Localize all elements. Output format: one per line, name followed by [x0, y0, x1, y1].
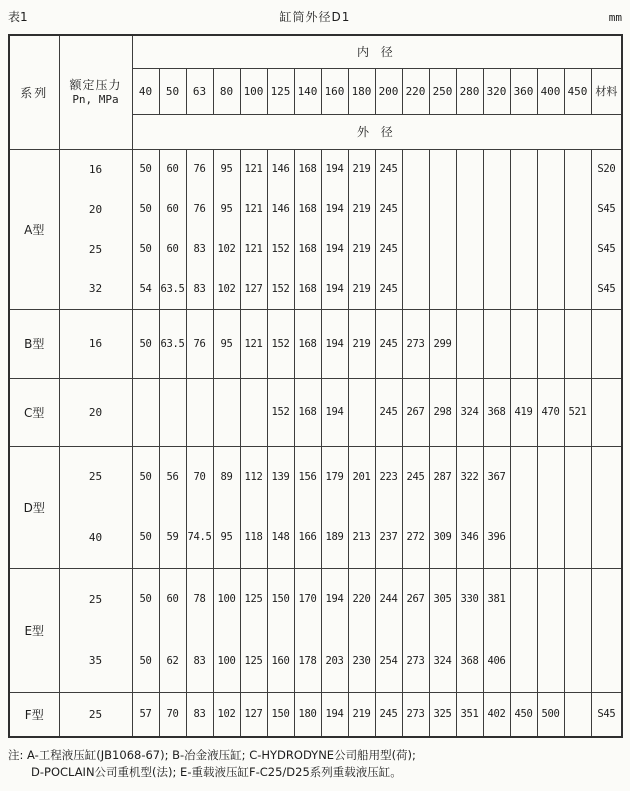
material-cell: S45: [591, 189, 622, 229]
value-cell: 273: [402, 692, 429, 737]
value-cell: [564, 568, 591, 630]
value-cell: 203: [321, 630, 348, 692]
value-cell: 125: [240, 568, 267, 630]
value-cell: 168: [294, 378, 321, 446]
value-cell: [483, 229, 510, 269]
value-cell: 60: [159, 568, 186, 630]
value-cell: 121: [240, 149, 267, 189]
value-cell: 76: [186, 309, 213, 378]
value-cell: 299: [429, 309, 456, 378]
value-cell: 50: [132, 229, 159, 269]
col-header-320: 320: [483, 68, 510, 114]
inner-diameter-header: 内 径: [132, 35, 622, 68]
value-cell: 62: [159, 630, 186, 692]
value-cell: 83: [186, 630, 213, 692]
value-cell: 166: [294, 507, 321, 568]
value-cell: 368: [483, 378, 510, 446]
value-cell: 470: [537, 378, 564, 446]
value-cell: 330: [456, 568, 483, 630]
value-cell: 324: [456, 378, 483, 446]
pressure-header-label: 额定压力: [69, 78, 122, 93]
value-cell: [483, 149, 510, 189]
col-header-140: 140: [294, 68, 321, 114]
cylinder-spec-table: [8, 34, 623, 738]
value-cell: 152: [267, 378, 294, 446]
value-cell: 95: [213, 309, 240, 378]
value-cell: 219: [348, 269, 375, 309]
value-cell: 146: [267, 189, 294, 229]
value-cell: 152: [267, 269, 294, 309]
value-cell: [537, 189, 564, 229]
series-label: A型: [9, 149, 59, 309]
material-cell: [591, 446, 622, 507]
value-cell: 168: [294, 189, 321, 229]
value-cell: [510, 149, 537, 189]
col-header-280: 280: [456, 68, 483, 114]
value-cell: [483, 309, 510, 378]
value-cell: 83: [186, 229, 213, 269]
value-cell: 112: [240, 446, 267, 507]
value-cell: [213, 378, 240, 446]
col-header-63: 63: [186, 68, 213, 114]
page-title: 缸筒外径D1: [279, 10, 351, 24]
value-cell: 305: [429, 568, 456, 630]
value-cell: [537, 507, 564, 568]
value-cell: 324: [429, 630, 456, 692]
material-cell: [591, 309, 622, 378]
value-cell: 146: [267, 149, 294, 189]
value-cell: 70: [159, 692, 186, 737]
value-cell: [510, 229, 537, 269]
value-cell: [402, 269, 429, 309]
value-cell: 78: [186, 568, 213, 630]
table-number: 表1: [8, 10, 28, 24]
value-cell: 63.5: [159, 309, 186, 378]
value-cell: [537, 229, 564, 269]
value-cell: 57: [132, 692, 159, 737]
value-cell: [537, 149, 564, 189]
value-cell: 223: [375, 446, 402, 507]
value-cell: 230: [348, 630, 375, 692]
material-cell: S20: [591, 149, 622, 189]
value-cell: 50: [132, 189, 159, 229]
value-cell: 83: [186, 269, 213, 309]
value-cell: 244: [375, 568, 402, 630]
table-header: [9, 35, 622, 149]
value-cell: 54: [132, 269, 159, 309]
value-cell: 168: [294, 149, 321, 189]
value-cell: 139: [267, 446, 294, 507]
value-cell: 100: [213, 568, 240, 630]
value-cell: 50: [132, 446, 159, 507]
pressure-cell: 35: [59, 630, 132, 692]
value-cell: 219: [348, 149, 375, 189]
pressure-cell: 25: [59, 229, 132, 269]
value-cell: 245: [375, 149, 402, 189]
pressure-cell: 25: [59, 692, 132, 737]
value-cell: 402: [483, 692, 510, 737]
value-cell: 70: [186, 446, 213, 507]
series-label: F型: [9, 692, 59, 737]
value-cell: 50: [132, 507, 159, 568]
value-cell: [537, 446, 564, 507]
value-cell: [456, 269, 483, 309]
value-cell: [537, 269, 564, 309]
value-cell: 59: [159, 507, 186, 568]
value-cell: [564, 269, 591, 309]
pressure-cell: 20: [59, 189, 132, 229]
value-cell: 500: [537, 692, 564, 737]
value-cell: 178: [294, 630, 321, 692]
pressure-cell: 16: [59, 149, 132, 189]
value-cell: 179: [321, 446, 348, 507]
table-body: [9, 149, 622, 737]
value-cell: 76: [186, 149, 213, 189]
value-cell: [537, 630, 564, 692]
pressure-cell: 20: [59, 378, 132, 446]
value-cell: 194: [321, 149, 348, 189]
value-cell: [456, 189, 483, 229]
series-label: B型: [9, 309, 59, 378]
value-cell: [483, 189, 510, 229]
value-cell: 194: [321, 229, 348, 269]
value-cell: [564, 309, 591, 378]
value-cell: 325: [429, 692, 456, 737]
value-cell: [483, 269, 510, 309]
value-cell: 148: [267, 507, 294, 568]
pressure-header: [59, 35, 132, 149]
value-cell: [429, 229, 456, 269]
material-cell: S45: [591, 229, 622, 269]
value-cell: 180: [294, 692, 321, 737]
value-cell: 267: [402, 378, 429, 446]
value-cell: 245: [375, 269, 402, 309]
footnote: [8, 747, 622, 780]
value-cell: 245: [375, 189, 402, 229]
value-cell: 100: [213, 630, 240, 692]
table-row-E型-35: [9, 630, 622, 692]
value-cell: 89: [213, 446, 240, 507]
table-row-D型-40: [9, 507, 622, 568]
outer-diameter-header: 外 径: [132, 114, 622, 149]
table-row-A型-20: [9, 189, 622, 229]
value-cell: [537, 309, 564, 378]
value-cell: [564, 630, 591, 692]
value-cell: 273: [402, 630, 429, 692]
material-cell: S45: [591, 692, 622, 737]
value-cell: 118: [240, 507, 267, 568]
value-cell: 125: [240, 630, 267, 692]
series-label: E型: [9, 568, 59, 692]
col-header-400: 400: [537, 68, 564, 114]
value-cell: [429, 189, 456, 229]
value-cell: 267: [402, 568, 429, 630]
value-cell: 201: [348, 446, 375, 507]
value-cell: 194: [321, 692, 348, 737]
value-cell: [456, 229, 483, 269]
col-header-180: 180: [348, 68, 375, 114]
table-row-C型-20: [9, 378, 622, 446]
value-cell: [564, 692, 591, 737]
value-cell: 50: [132, 149, 159, 189]
caption-row: [8, 8, 622, 32]
value-cell: 194: [321, 378, 348, 446]
value-cell: 219: [348, 692, 375, 737]
value-cell: 95: [213, 189, 240, 229]
value-cell: [348, 378, 375, 446]
col-header-125: 125: [267, 68, 294, 114]
value-cell: 95: [213, 149, 240, 189]
value-cell: 127: [240, 692, 267, 737]
value-cell: [240, 378, 267, 446]
value-cell: [564, 229, 591, 269]
value-cell: 213: [348, 507, 375, 568]
value-cell: [132, 378, 159, 446]
material-cell: [591, 507, 622, 568]
value-cell: 351: [456, 692, 483, 737]
pressure-header-unit: Pn, MPa: [72, 93, 119, 107]
value-cell: [402, 149, 429, 189]
table-row-F型-25: [9, 692, 622, 737]
pressure-cell: 16: [59, 309, 132, 378]
value-cell: 273: [402, 309, 429, 378]
value-cell: 245: [375, 378, 402, 446]
col-header-250: 250: [429, 68, 456, 114]
value-cell: 156: [294, 446, 321, 507]
value-cell: 194: [321, 568, 348, 630]
value-cell: 102: [213, 229, 240, 269]
value-cell: 160: [267, 630, 294, 692]
value-cell: [510, 189, 537, 229]
value-cell: 60: [159, 189, 186, 229]
value-cell: 102: [213, 269, 240, 309]
value-cell: [564, 149, 591, 189]
value-cell: 121: [240, 309, 267, 378]
pressure-cell: 25: [59, 568, 132, 630]
value-cell: 60: [159, 149, 186, 189]
value-cell: 245: [375, 309, 402, 378]
material-cell: [591, 378, 622, 446]
value-cell: 95: [213, 507, 240, 568]
col-header-200: 200: [375, 68, 402, 114]
value-cell: 219: [348, 309, 375, 378]
value-cell: 368: [456, 630, 483, 692]
value-cell: 194: [321, 269, 348, 309]
value-cell: 367: [483, 446, 510, 507]
value-cell: 60: [159, 229, 186, 269]
value-cell: 83: [186, 692, 213, 737]
value-cell: 56: [159, 446, 186, 507]
value-cell: 150: [267, 692, 294, 737]
value-cell: 152: [267, 229, 294, 269]
value-cell: [429, 269, 456, 309]
value-cell: 152: [267, 309, 294, 378]
value-cell: 450: [510, 692, 537, 737]
table-row-A型-32: [9, 269, 622, 309]
value-cell: 189: [321, 507, 348, 568]
value-cell: 521: [564, 378, 591, 446]
value-cell: 121: [240, 229, 267, 269]
value-cell: 150: [267, 568, 294, 630]
col-header-220: 220: [402, 68, 429, 114]
value-cell: 219: [348, 189, 375, 229]
value-cell: 74.5: [186, 507, 213, 568]
value-cell: [456, 309, 483, 378]
value-cell: 168: [294, 229, 321, 269]
value-cell: 50: [132, 630, 159, 692]
value-cell: 272: [402, 507, 429, 568]
col-header-160: 160: [321, 68, 348, 114]
value-cell: 168: [294, 309, 321, 378]
value-cell: [429, 149, 456, 189]
value-cell: [510, 446, 537, 507]
value-cell: 254: [375, 630, 402, 692]
material-cell: S45: [591, 269, 622, 309]
value-cell: 194: [321, 189, 348, 229]
value-cell: 287: [429, 446, 456, 507]
value-cell: 168: [294, 269, 321, 309]
col-header-50: 50: [159, 68, 186, 114]
value-cell: 50: [132, 568, 159, 630]
value-cell: 245: [402, 446, 429, 507]
value-cell: 127: [240, 269, 267, 309]
col-header-80: 80: [213, 68, 240, 114]
value-cell: 220: [348, 568, 375, 630]
col-header-360: 360: [510, 68, 537, 114]
value-cell: 406: [483, 630, 510, 692]
value-cell: 219: [348, 229, 375, 269]
value-cell: 381: [483, 568, 510, 630]
value-cell: 309: [429, 507, 456, 568]
value-cell: [564, 507, 591, 568]
material-cell: [591, 630, 622, 692]
value-cell: [456, 149, 483, 189]
pressure-cell: 40: [59, 507, 132, 568]
material-cell: [591, 568, 622, 630]
value-cell: 298: [429, 378, 456, 446]
footnote-line1: 注: A-工程液压缸(JB1068-67); B-冶金液压缸; C-HYDRODYNE公司船用型(荷);: [8, 748, 416, 762]
value-cell: [510, 630, 537, 692]
value-cell: [402, 189, 429, 229]
value-cell: [510, 507, 537, 568]
value-cell: [186, 378, 213, 446]
series-header: 系列: [9, 35, 59, 149]
material-header: 材料: [591, 68, 622, 114]
value-cell: [564, 446, 591, 507]
value-cell: 102: [213, 692, 240, 737]
header-row-inner: [9, 35, 622, 68]
value-cell: 322: [456, 446, 483, 507]
value-cell: [402, 229, 429, 269]
value-cell: 346: [456, 507, 483, 568]
series-label: D型: [9, 446, 59, 568]
value-cell: [564, 189, 591, 229]
pressure-cell: 32: [59, 269, 132, 309]
value-cell: 245: [375, 692, 402, 737]
value-cell: [159, 378, 186, 446]
pressure-cell: 25: [59, 446, 132, 507]
value-cell: 50: [132, 309, 159, 378]
value-cell: 194: [321, 309, 348, 378]
table-row-B型-16: [9, 309, 622, 378]
value-cell: 170: [294, 568, 321, 630]
value-cell: 63.5: [159, 269, 186, 309]
col-header-100: 100: [240, 68, 267, 114]
value-cell: [537, 568, 564, 630]
value-cell: [510, 269, 537, 309]
footnote-line2: D-POCLAIN公司重机型(法); E-重载液压缸F-C25/D25系列重载液压缸。: [31, 764, 402, 779]
col-header-450: 450: [564, 68, 591, 114]
value-cell: [510, 568, 537, 630]
table-row-A型-16: [9, 149, 622, 189]
series-label: C型: [9, 378, 59, 446]
table-row-A型-25: [9, 229, 622, 269]
value-cell: 396: [483, 507, 510, 568]
unit-label: mm: [608, 11, 622, 24]
value-cell: 237: [375, 507, 402, 568]
value-cell: 76: [186, 189, 213, 229]
value-cell: 121: [240, 189, 267, 229]
table-row-D型-25: [9, 446, 622, 507]
col-header-40: 40: [132, 68, 159, 114]
value-cell: 245: [375, 229, 402, 269]
value-cell: 419: [510, 378, 537, 446]
table-row-E型-25: [9, 568, 622, 630]
value-cell: [510, 309, 537, 378]
